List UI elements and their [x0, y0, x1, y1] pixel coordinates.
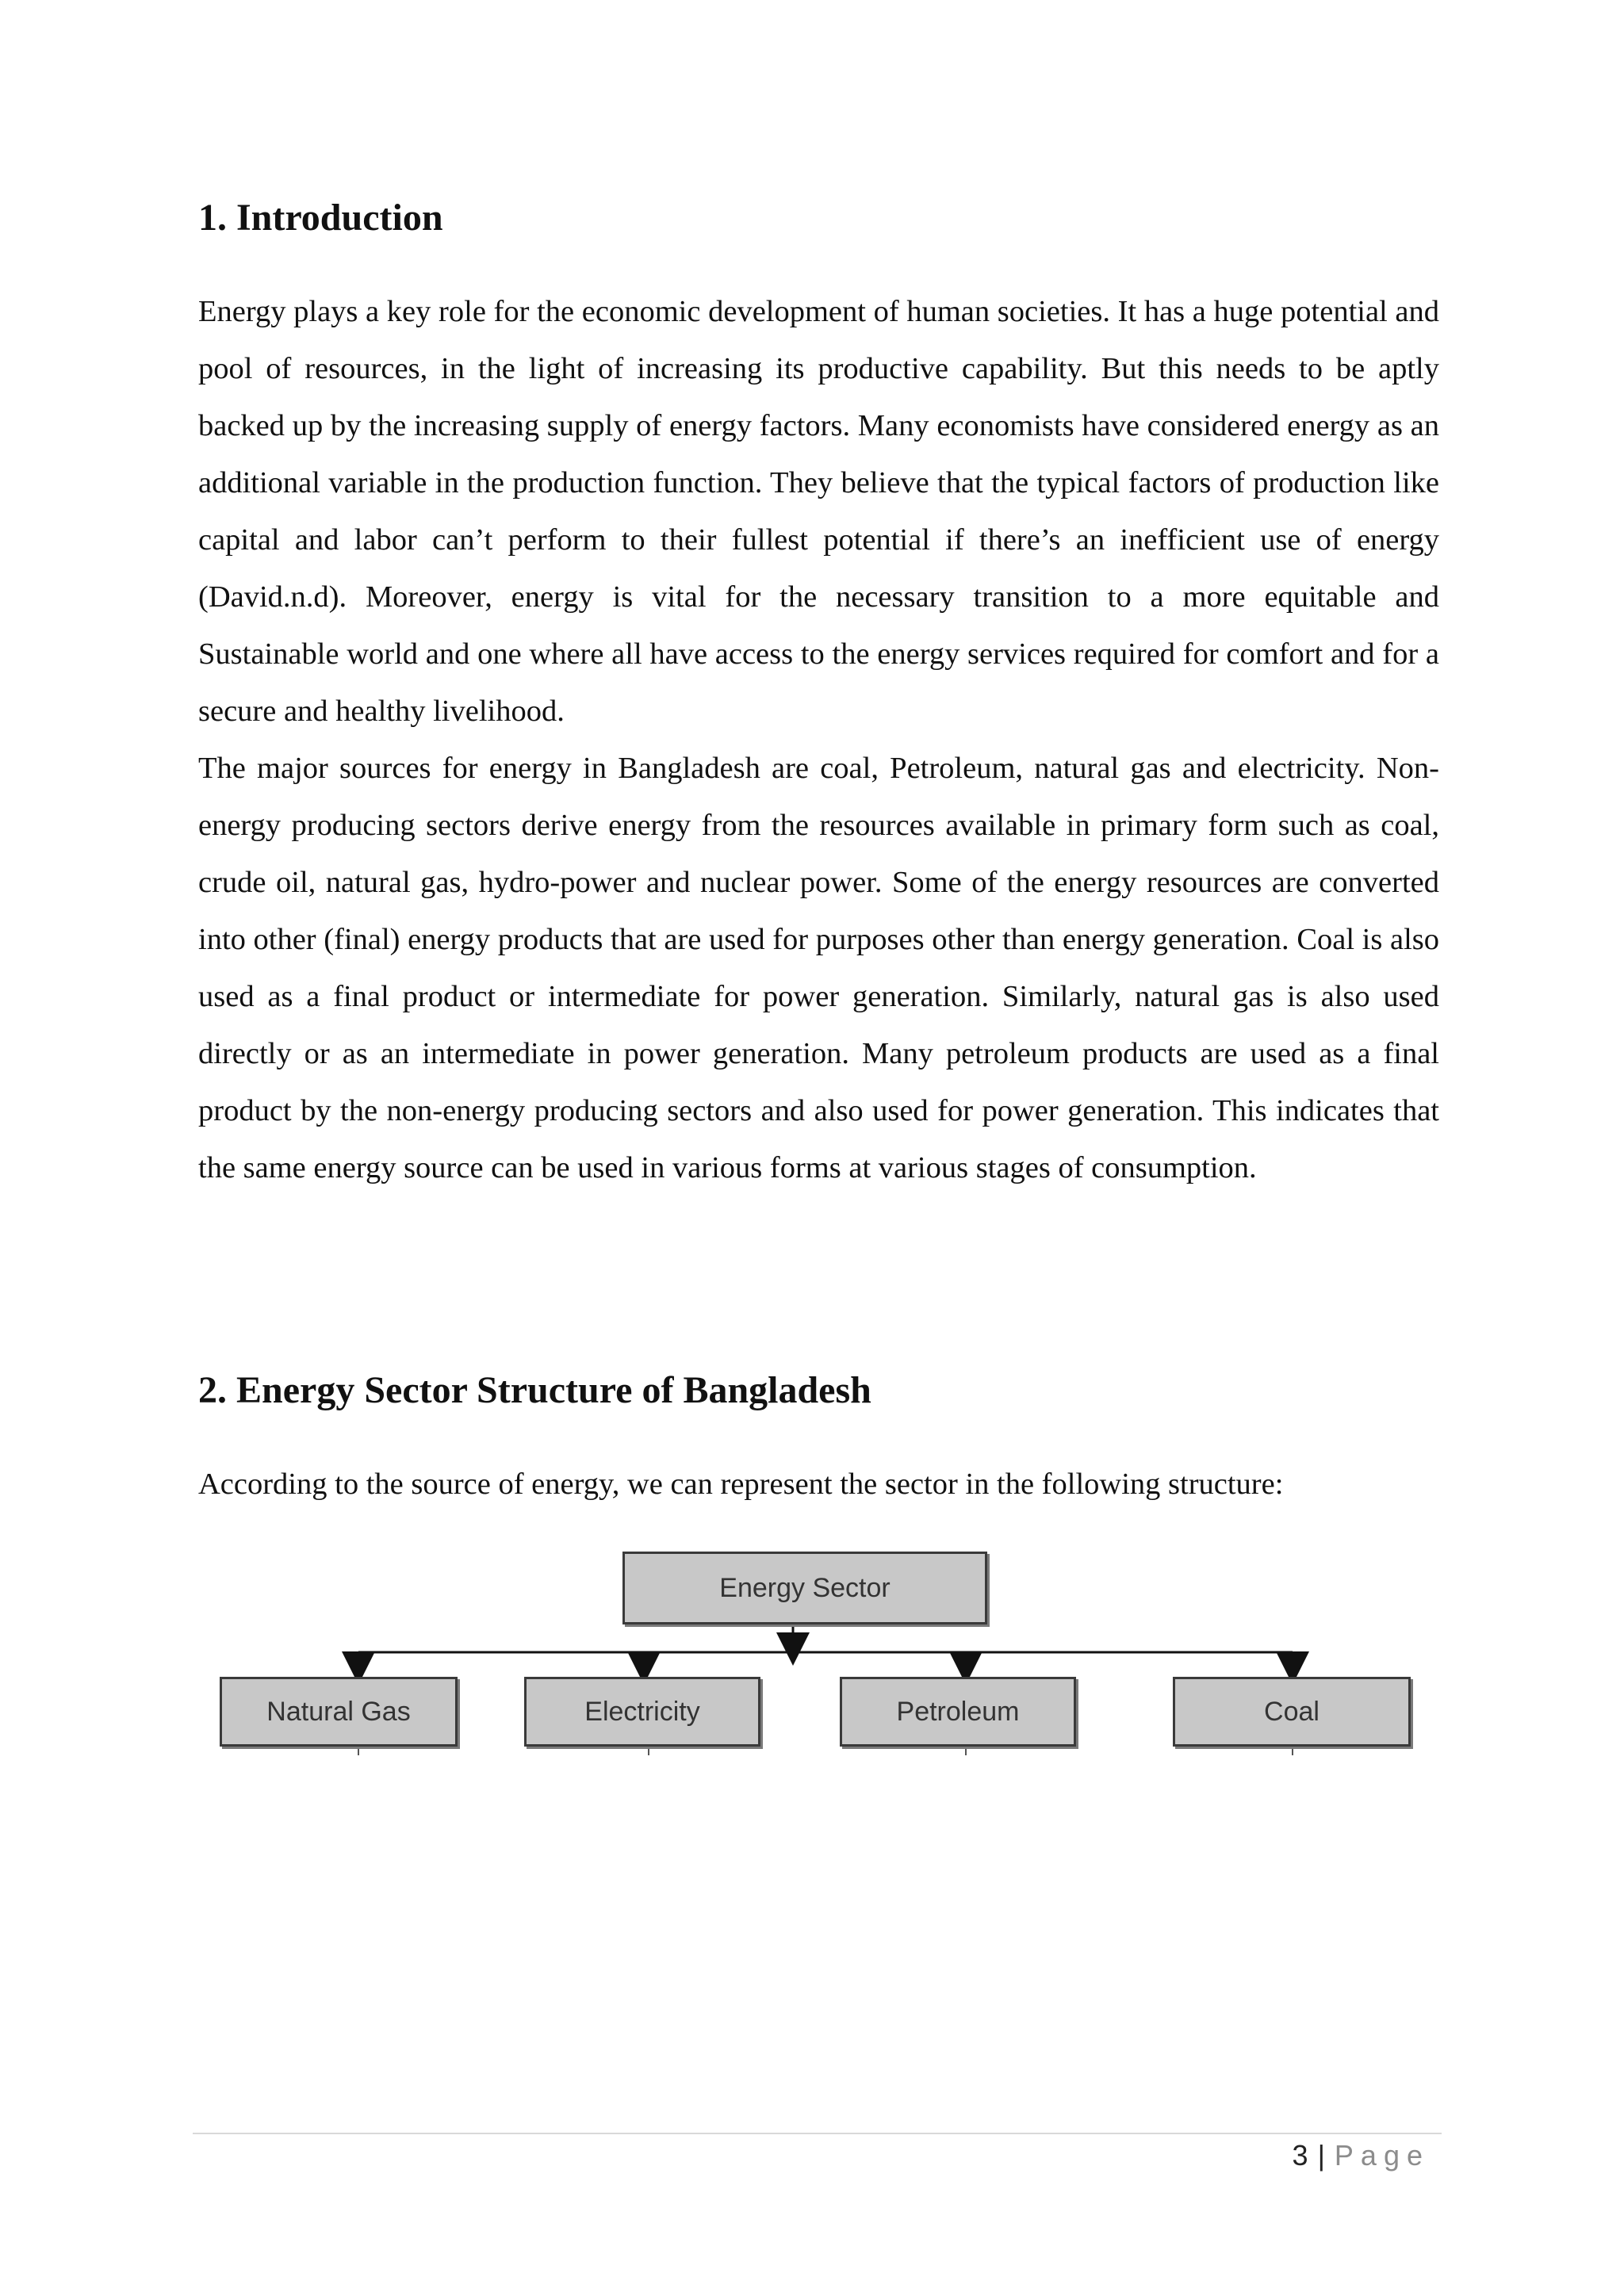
page-label: Page: [1334, 2139, 1430, 2172]
section-heading-introduction: 1. Introduction: [198, 197, 443, 239]
diagram-node-natural-gas: Natural Gas: [220, 1677, 458, 1747]
intro-paragraph-2: The major sources for energy in Bangladesh are coal, Petroleum, natural gas and electricity. Non-energy producing sectors derive energy from the resources available in primary form such as coal, crude oil, natural gas, hydro-power and nuclear power. Some of the energy resources are converted into other (final) energy products that are used for purposes other than energy generation. Coal is also used as a final product or intermediate for power generation. Similarly, natural gas is also used directly or as an intermediate in power generation. Many petroleum products are used as a final product by the non-energy producing sectors and also used for power generation. This indicates that the same energy source can be used in various forms at various stages of consumption.: [198, 752, 1439, 1184]
section-heading-energy-structure: 2. Energy Sector Structure of Bangladesh: [198, 1369, 871, 1411]
diagram-node-petroleum: Petroleum: [840, 1677, 1076, 1747]
page-separator: |: [1317, 2139, 1328, 2172]
diagram-node-electricity: Electricity: [524, 1677, 760, 1747]
diagram-node-coal: Coal: [1173, 1677, 1411, 1747]
intro-paragraph-1: Energy plays a key role for the economic development of human societies. It has a huge potential and pool of resources, in the light of increasing its productive capability. But this needs to be aptly backed up by the increasing supply of energy factors. Many economists have considered energy as an additional variable in the production function. They believe that the typical factors of production like capital and labor can’t perform to their fullest potential if there’s an inefficient use of energy (David.n.d). Moreover, energy is vital for the necessary transition to a more equitable and Sustainable world and one where all have access to the energy services required for comfort and for a secure and healthy livelihood.: [198, 295, 1439, 728]
diagram-node-energy-sector: Energy Sector: [622, 1552, 987, 1624]
footer-divider: [193, 2133, 1442, 2134]
page-footer: [1293, 2136, 1430, 2175]
page-number: 3: [1292, 2139, 1312, 2172]
structure-intro-paragraph: According to the source of energy, we can represent the sector in the following structure:: [198, 1468, 1284, 1501]
